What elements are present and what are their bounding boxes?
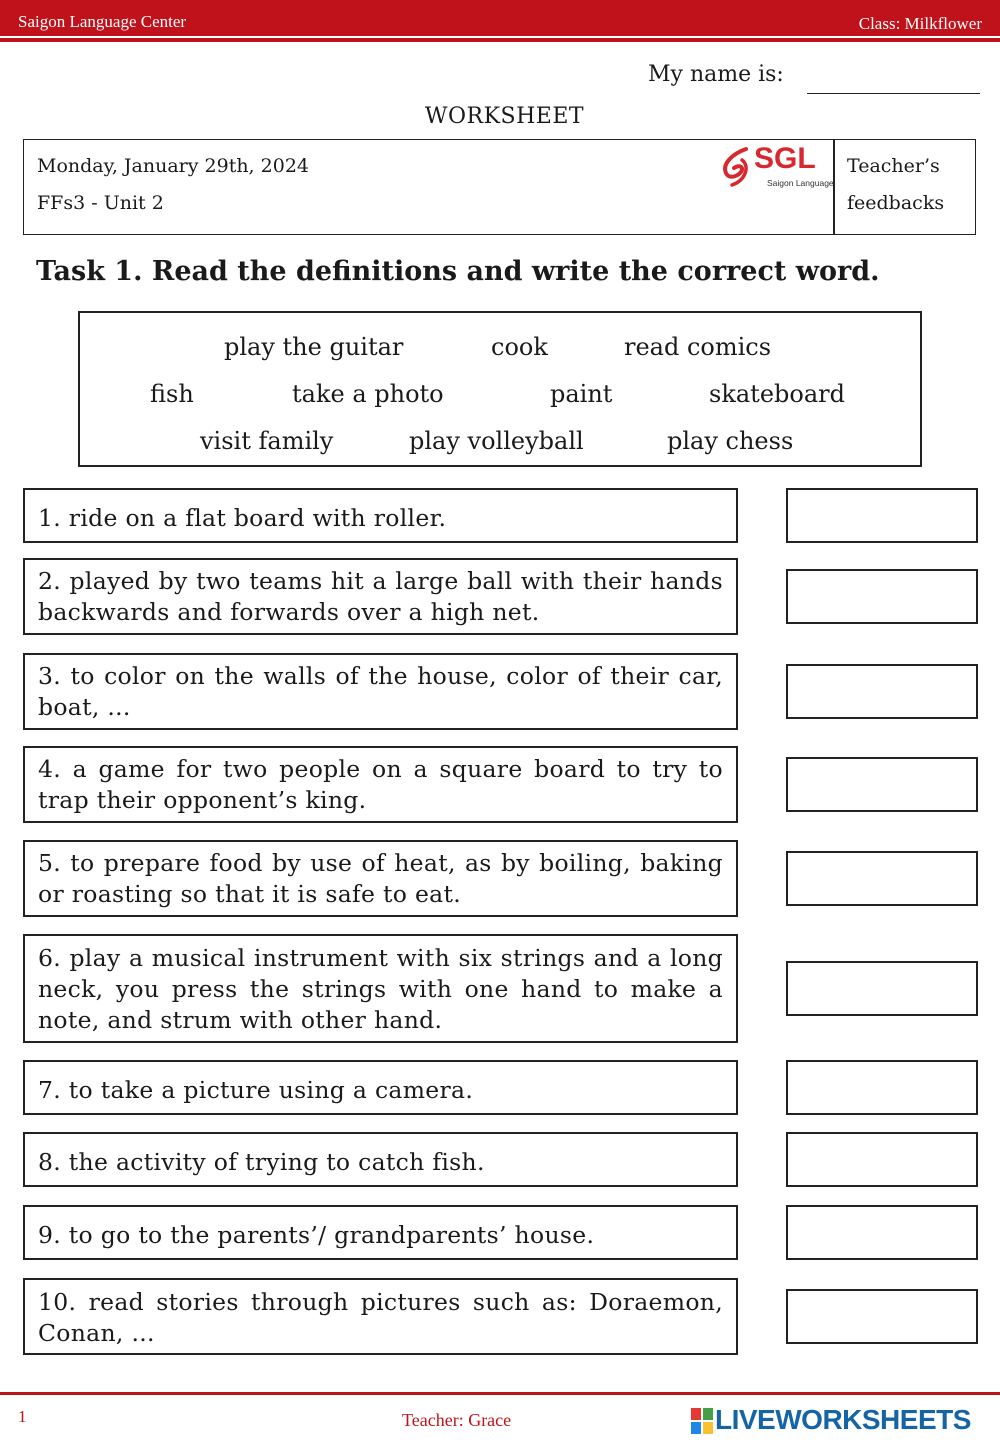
top-divider (0, 38, 1000, 42)
definition-text: 4. a game for two people on a square board to try to trap their opponent’s king. (38, 755, 723, 814)
word-bank-item: play chess (667, 427, 794, 455)
feedback-label-line2: feedbacks (847, 192, 945, 214)
answer-input[interactable] (786, 757, 978, 812)
definition-text: 2. played by two teams hit a large ball with their hands backwards and forwards over a high net. (38, 567, 723, 626)
word-bank-item: paint (550, 380, 613, 408)
definition-text: 8. the activity of trying to catch fish. (38, 1148, 485, 1176)
answer-input[interactable] (786, 569, 978, 624)
sgl-swoosh-icon (720, 146, 756, 188)
word-bank-item: visit family (200, 427, 334, 455)
definition-box (23, 1278, 738, 1355)
liveworksheets-wordmark: LIVEWORKSHEETS (715, 1404, 971, 1435)
word-bank-item: read comics (624, 333, 772, 361)
definition-text: 3. to color on the walls of the house, color of their car, boat, ... (38, 662, 723, 721)
word-bank-item: play the guitar (224, 333, 404, 361)
answer-input[interactable] (786, 851, 978, 906)
answer-input[interactable] (786, 1205, 978, 1260)
answer-input[interactable] (786, 961, 978, 1016)
liveworksheets-blocks-icon (691, 1408, 713, 1434)
definition-box (23, 1060, 738, 1115)
name-prompt: My name is: (648, 62, 784, 87)
sgl-logo (720, 142, 834, 192)
logo-subtext: Saigon Language (767, 178, 834, 188)
word-bank-item: take a photo (292, 380, 444, 408)
definition-box (23, 746, 738, 823)
definition-text: 6. play a musical instrument with six strings and a long neck, you press the strings with one hand to make a note, and strum with other hand. (38, 944, 723, 1034)
definition-text: 1. ride on a flat board with roller. (38, 504, 447, 532)
word-bank-item: fish (150, 380, 194, 408)
answer-input[interactable] (786, 1132, 978, 1187)
answer-input[interactable] (786, 664, 978, 719)
answer-input[interactable] (786, 1289, 978, 1344)
worksheet-title: WORKSHEET (424, 104, 585, 129)
definition-box (23, 653, 738, 730)
feedback-label-line1: Teacher’s (847, 155, 940, 177)
task-heading: Task 1. Read the definitions and write the correct word. (36, 256, 880, 287)
definition-text: 9. to go to the parents’/ grandparents’ house. (38, 1221, 595, 1249)
unit-text: FFs3 - Unit 2 (37, 192, 164, 214)
definition-text: 5. to prepare food by use of heat, as by boiling, baking or roasting so that it is safe to eat. (38, 849, 723, 908)
definition-text: 10. read stories through pictures such as: Doraemon, Conan, ... (38, 1288, 723, 1347)
date-text: Monday, January 29th, 2024 (37, 155, 309, 177)
definition-box (23, 558, 738, 635)
definition-box (23, 840, 738, 917)
word-bank-item: play volleyball (409, 427, 584, 455)
definition-text: 7. to take a picture using a camera. (38, 1076, 474, 1104)
answer-input[interactable] (786, 488, 978, 543)
teacher-name: Teacher: Grace (402, 1410, 512, 1430)
definition-box (23, 934, 738, 1043)
class-label: Class: Milkflower (858, 14, 982, 33)
page-number: 1 (18, 1407, 27, 1426)
logo-text: SGL (754, 142, 816, 175)
answer-input[interactable] (786, 1060, 978, 1115)
definition-box (23, 1205, 738, 1260)
definition-box (23, 1132, 738, 1187)
name-input-line[interactable] (807, 93, 980, 94)
definition-box (23, 488, 738, 543)
school-name: Saigon Language Center (18, 12, 187, 31)
word-bank-item: cook (491, 333, 548, 361)
word-bank-item: skateboard (709, 380, 845, 408)
footer-divider (0, 1392, 1000, 1395)
